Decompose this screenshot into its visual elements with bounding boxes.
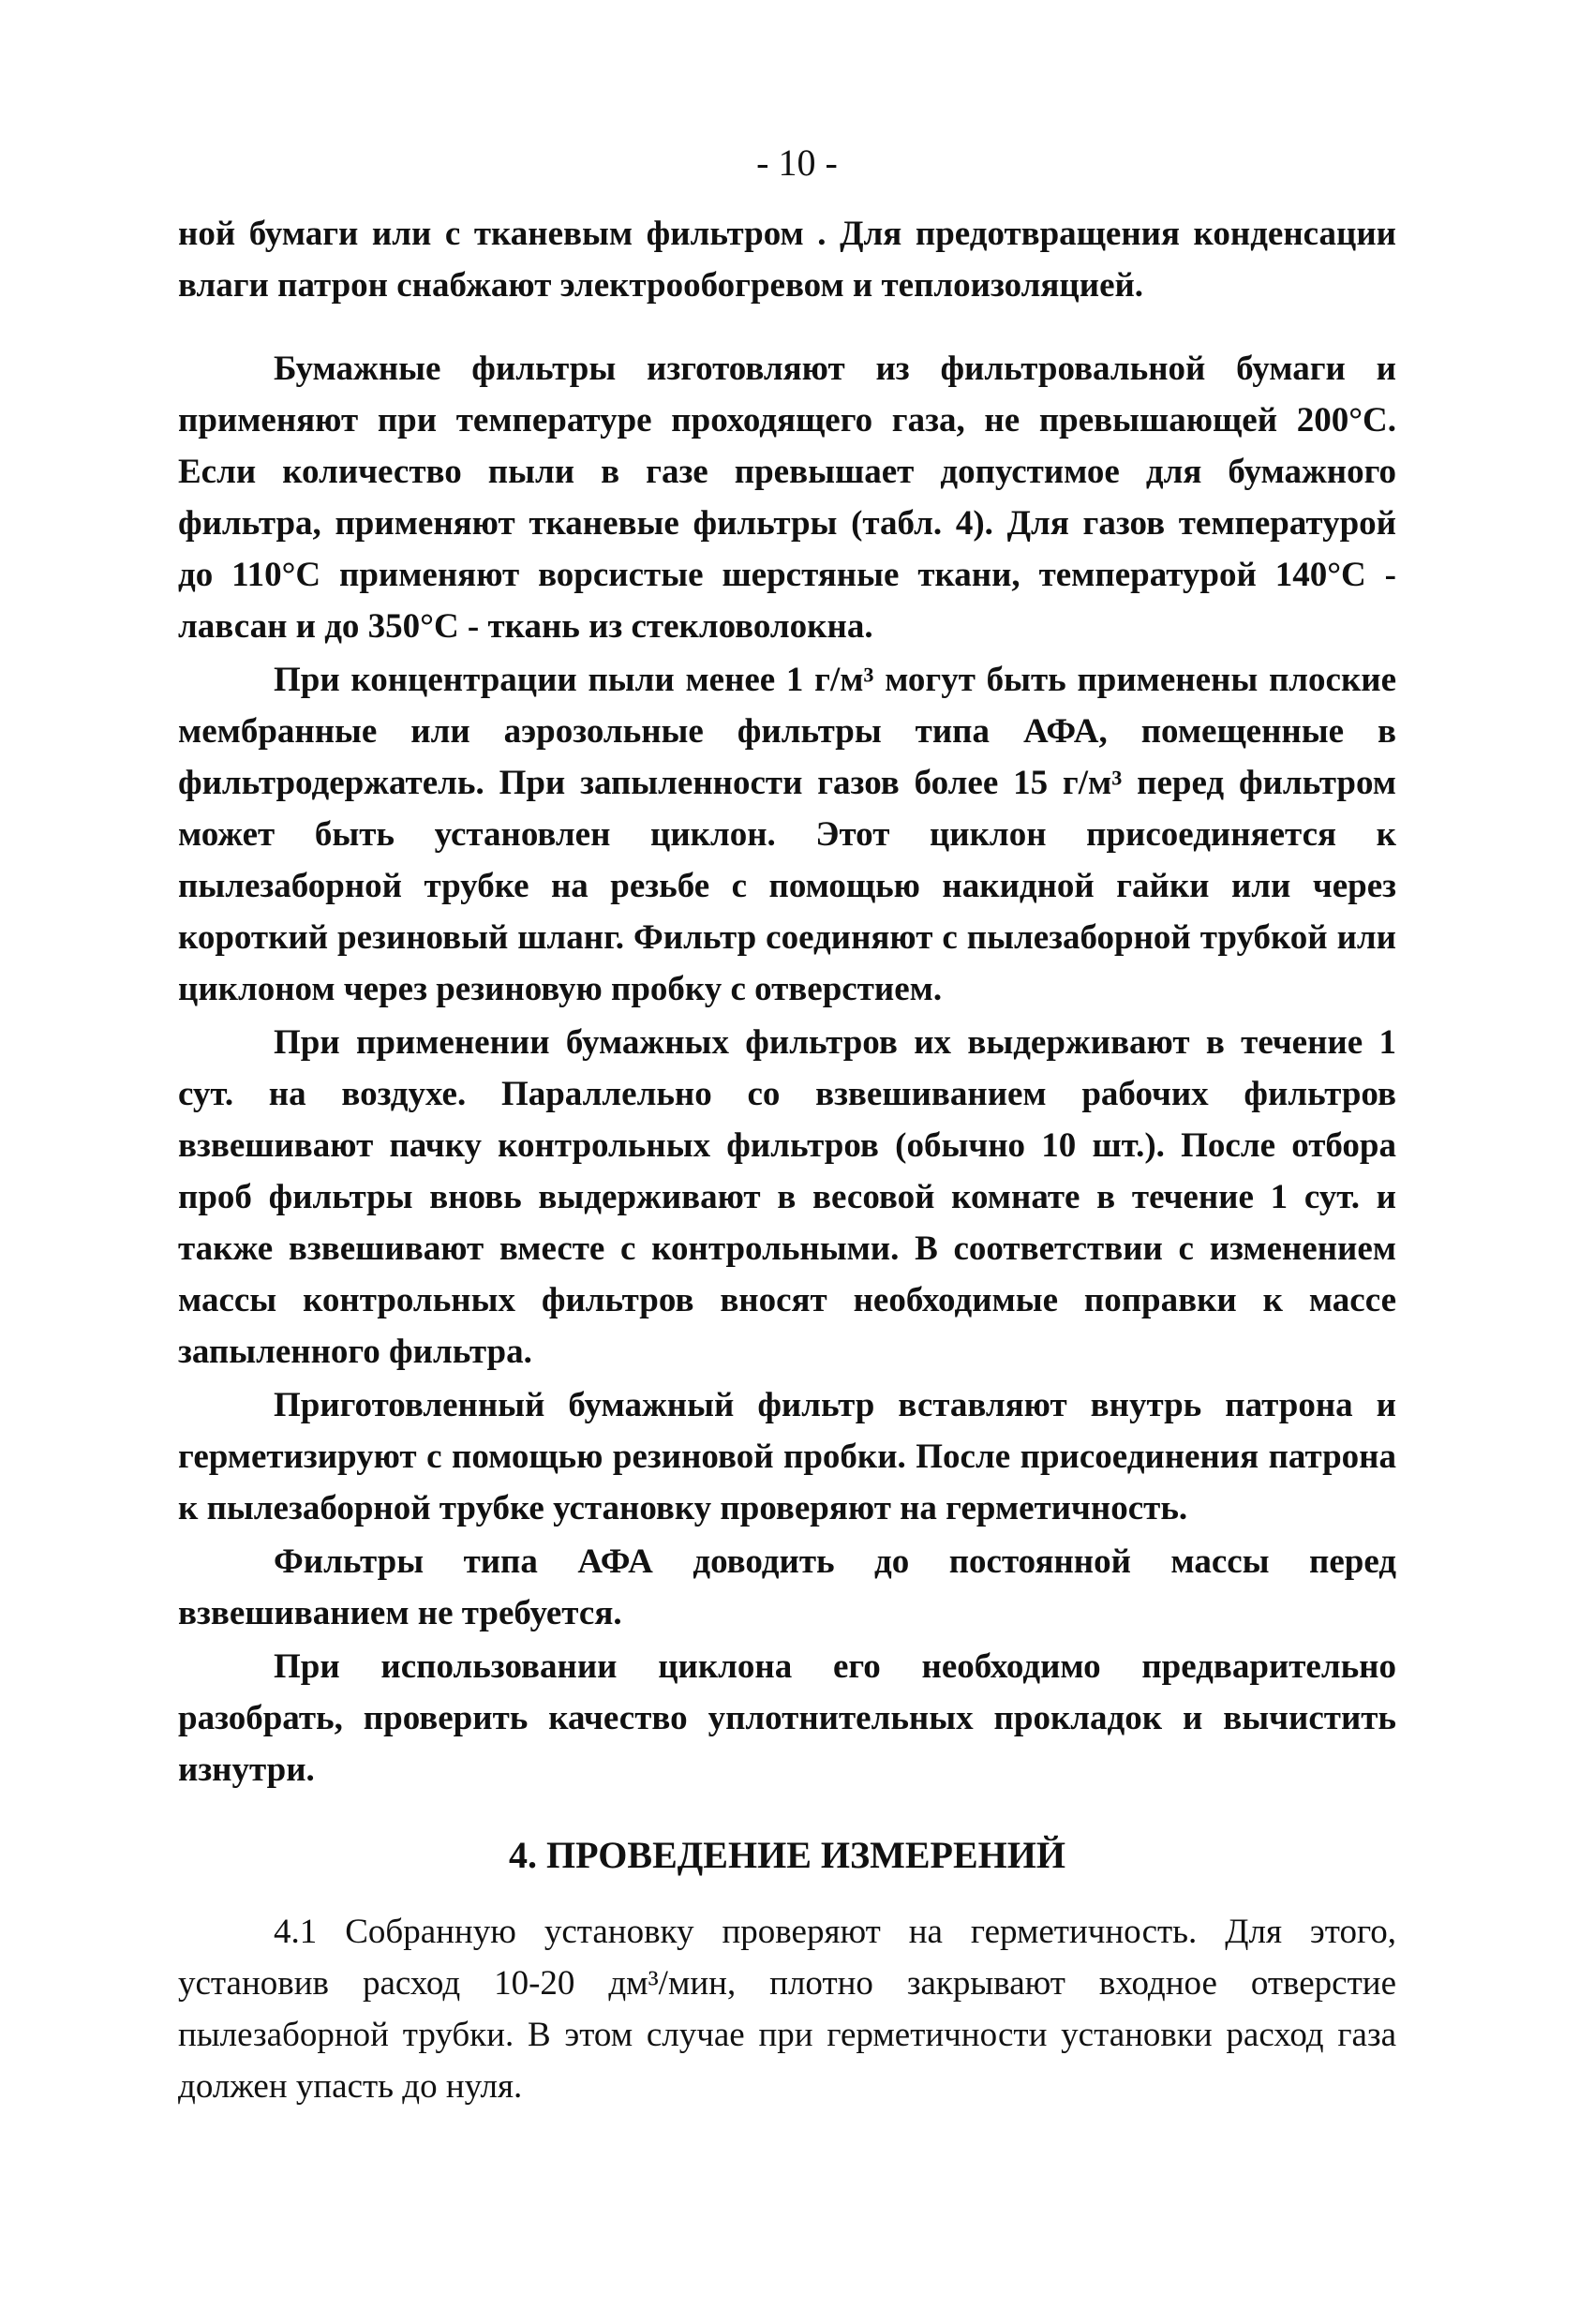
page-number: - 10 -: [756, 142, 838, 184]
paragraph-filter-sealing: Приготовленный бумажный фильтр вставляют внутрь патрона и герметизируют с помощью резиновой пробки. После присоединения патрона к пылезаборной трубке установку проверяют на герметичность.: [178, 1386, 1396, 1527]
paragraph-paper-filters: Бумажные фильтры изготовляют из фильтровальной бумаги и применяют при температуре проходящего газа, не превышающей 200°С. Если количество пыли в газе превышает допустимое для бумажного фильтра, применяют тканевые фильтры (табл. 4). Для газов температурой до 110°С применяют ворсистые шерстяные ткани, температурой 140°С - лавсан и до 350°С - ткань из стекловолокна.: [178, 350, 1396, 646]
section-heading: 4. ПРОВЕДЕНИЕ ИЗМЕРЕНИЙ: [508, 1834, 1065, 1876]
paragraph-cyclone-cleaning: При использовании циклона его необходимо предварительно разобрать, проверить качество уплотнительных прокладок и вычистить изнутри.: [178, 1647, 1396, 1789]
paragraph-dust-concentration: При концентрации пыли менее 1 г/м³ могут быть применены плоские мембранные или аэрозольные фильтры типа АФА, помещенные в фильтродержатель. При запыленности газов более 15 г/м³ перед фильтром может быть установлен циклон. Этот циклон присоединяется к пылезаборной трубке на резьбе с помощью накидной гайки или через короткий резиновый шланг. Фильтр соединяют с пылезаборной трубкой или циклоном через резиновую пробку с отверстием.: [178, 661, 1396, 1008]
paragraph-afa-filters: Фильтры типа АФА доводить до постоянной массы перед взвешиванием не требуется.: [178, 1542, 1396, 1632]
paragraph-leak-test: 4.1 Собранную установку проверяют на герметичность. Для этого, установив расход 10-20 дм³/мин, плотно закрывают входное отверстие пылезаборной трубки. В этом случае при герметичности установки расход газа должен упасть до нуля.: [178, 1913, 1396, 2106]
paragraph-filter-conditioning: При применении бумажных фильтров их выдерживают в течение 1 сут. на воздухе. Параллельно со взвешиванием рабочих фильтров взвешивают пачку контрольных фильтров (обычно 10 шт.). После отбора проб фильтры вновь выдерживают в весовой комнате в течение 1 сут. и также взвешивают вместе с контрольными. В соответствии с изменением массы контрольных фильтров вносят необходимые поправки к массе запыленного фильтра.: [178, 1023, 1396, 1371]
paragraph-filter-continuation: ной бумаги или с тканевым фильтром . Для предотвращения конденсации влаги патрон снабжают электрообогревом и теплоизоляцией.: [178, 215, 1396, 305]
body-text: [178, 208, 1396, 2112]
